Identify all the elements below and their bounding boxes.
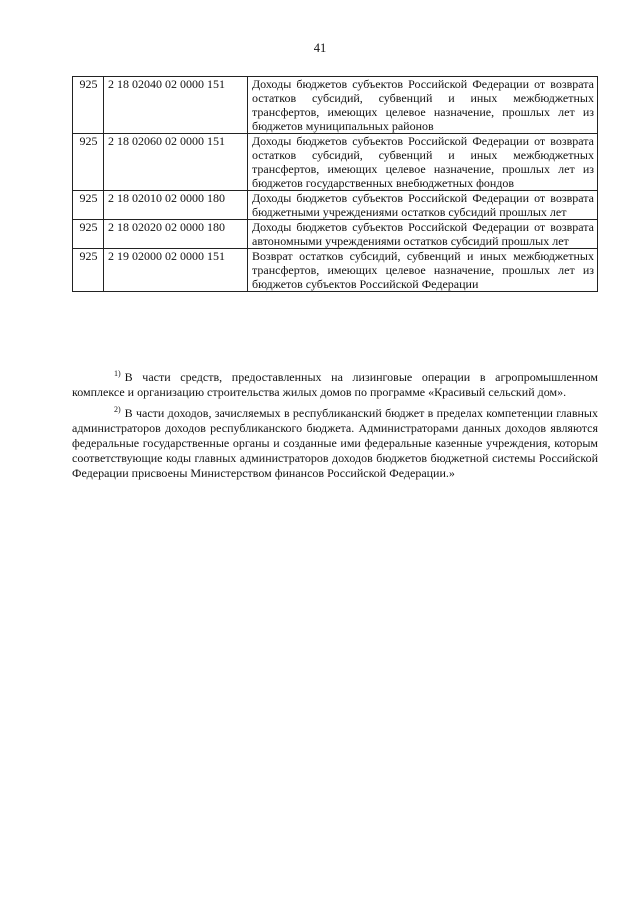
table-row — [73, 77, 598, 134]
admin-code-cell: 925 — [73, 77, 104, 134]
description-cell: Доходы бюджетов субъектов Российской Федерации от возврата бюджетными учреждениями остатков субсидий прошлых лет — [248, 191, 598, 220]
footnotes — [72, 366, 598, 483]
table-row — [73, 134, 598, 191]
budget-code-cell: 2 18 02040 02 0000 151 — [104, 77, 248, 134]
budget-code-cell: 2 18 02060 02 0000 151 — [104, 134, 248, 191]
footnote-1-mark: 1) — [114, 369, 121, 378]
description-cell: Доходы бюджетов субъектов Российской Федерации от возврата остатков субсидий, субвенций и иных межбюджетных трансфертов, имеющих целевое назначение, прошлых лет из бюджетов государственных внебюджетных фондов — [248, 134, 598, 191]
budget-code-cell: 2 18 02010 02 0000 180 — [104, 191, 248, 220]
budget-code-cell: 2 19 02000 02 0000 151 — [104, 249, 248, 292]
table-row — [73, 249, 598, 292]
admin-code-cell: 925 — [73, 220, 104, 249]
revenue-codes-table — [72, 76, 598, 292]
footnote-2-text: В части доходов, зачисляемых в республиканский бюджет в пределах компетенции главных администраторов доходов республиканского бюджета. Администраторами данных доходов являются федеральные государственные органы и созданные ими федеральные казенные учреждения, которым соответствующие коды главных администраторов доходов бюджетов бюджетной системы Российской Федерации присвоены Министерством финансов Российской Федерации.» — [72, 406, 598, 480]
description-cell: Возврат остатков субсидий, субвенций и иных межбюджетных трансфертов, имеющих целевое назначение, прошлых лет из бюджетов субъектов Российской Федерации — [248, 249, 598, 292]
footnote-2 — [72, 402, 598, 481]
table-row — [73, 220, 598, 249]
admin-code-cell: 925 — [73, 191, 104, 220]
admin-code-cell: 925 — [73, 249, 104, 292]
admin-code-cell: 925 — [73, 134, 104, 191]
footnote-1-text: В части средств, предоставленных на лизинговые операции в агропромышленном комплексе и организацию строительства жилых домов по программе «Красивый сельский дом». — [72, 370, 598, 399]
budget-code-cell: 2 18 02020 02 0000 180 — [104, 220, 248, 249]
footnote-2-mark: 2) — [114, 405, 121, 414]
table-row — [73, 191, 598, 220]
description-cell: Доходы бюджетов субъектов Российской Федерации от возврата автономными учреждениями остатков субсидий прошлых лет — [248, 220, 598, 249]
description-cell: Доходы бюджетов субъектов Российской Федерации от возврата остатков субсидий, субвенций и иных межбюджетных трансфертов, имеющих целевое назначение, прошлых лет из бюджетов муниципальных районов — [248, 77, 598, 134]
page-number: 41 — [313, 41, 327, 55]
footnote-1 — [72, 366, 598, 400]
